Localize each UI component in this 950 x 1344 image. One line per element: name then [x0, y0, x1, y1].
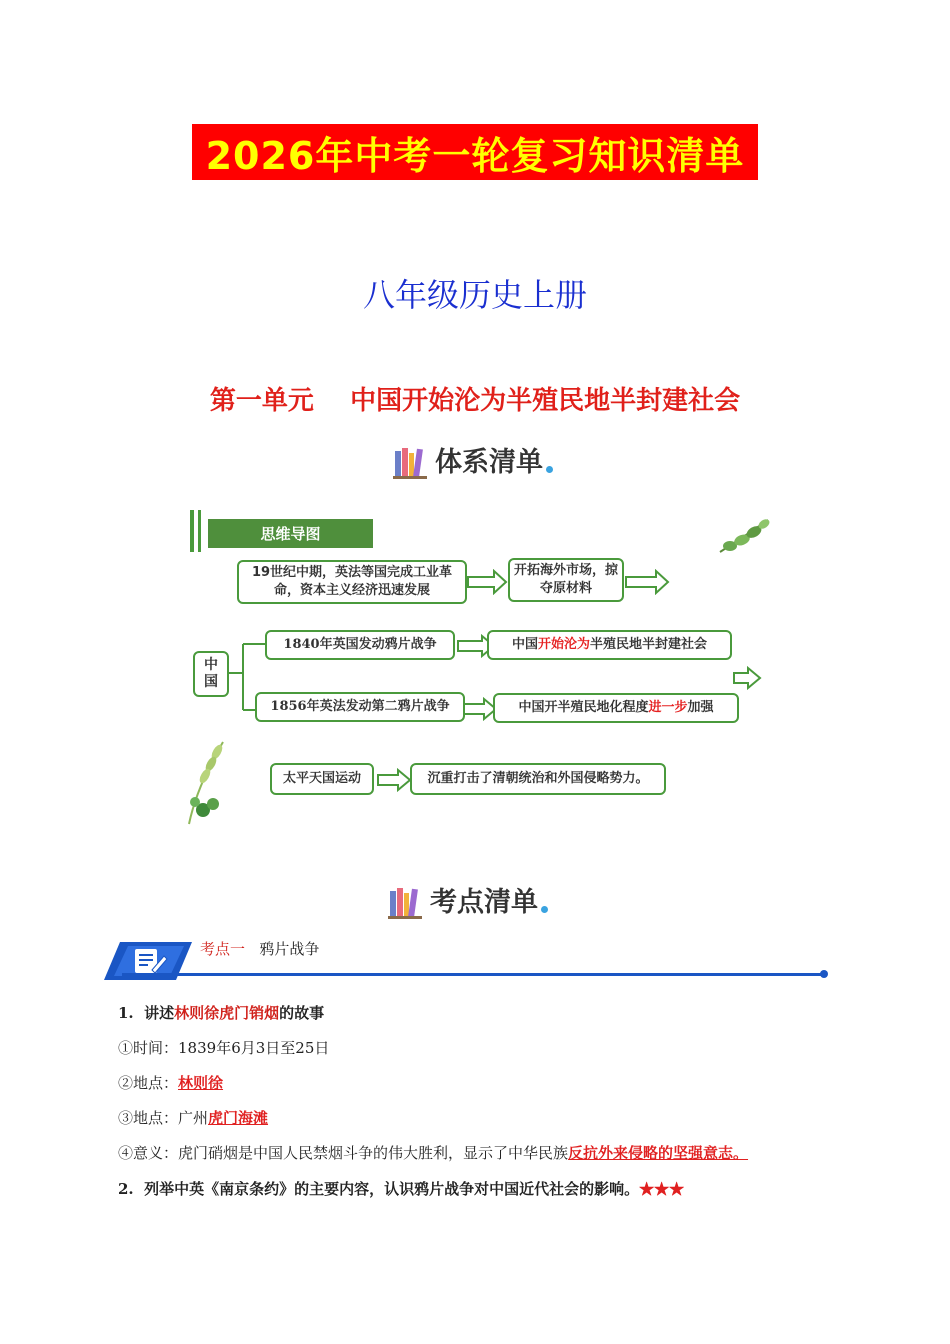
meaning-prefix: ④意义：虎门硝烟是中国人民禁烟斗争的伟大胜利，显示了中华民族 — [118, 1144, 569, 1162]
item-place — [118, 1107, 268, 1128]
q1-pre: 讲述 — [144, 1004, 175, 1022]
mindmap-heading: 思维导图 — [208, 519, 373, 548]
arrow-right-icon — [732, 666, 762, 690]
section-system-title: 体系清单 — [435, 447, 543, 478]
q1-post: 的故事 — [279, 1004, 325, 1022]
section-points-heading — [388, 880, 548, 919]
leaf-decoration-icon — [716, 516, 772, 556]
kaodian-label — [200, 938, 319, 959]
node-result-2 — [493, 693, 739, 723]
node-opium-war-1: 1840年英国发动鸦片战争 — [265, 630, 455, 660]
q1-keyword: 林则徐虎门销烟 — [174, 1004, 280, 1022]
time-value: 1839年6月3日至25日 — [178, 1039, 330, 1057]
node-overseas-market: 开拓海外市场，掠夺原材料 — [508, 558, 624, 602]
result1-post: 半殖民地半封建社会 — [590, 637, 708, 652]
item-meaning — [118, 1142, 748, 1163]
node-taiping-effect: 沉重打击了清朝统治和外国侵略势力。 — [410, 763, 666, 795]
wheat-decoration-icon — [183, 736, 231, 826]
place-value: 虎门海滩 — [208, 1109, 269, 1127]
books-icon — [388, 885, 424, 919]
main-title-banner — [192, 124, 758, 180]
divider-end-dot — [820, 970, 828, 978]
node-taiping: 太平天国运动 — [270, 763, 374, 795]
node-opium-war-2: 1856年英法发动第二鸦片战争 — [255, 692, 465, 722]
section-system-heading — [393, 440, 553, 479]
dot-icon — [541, 906, 548, 913]
result1-red: 开始沦为 — [537, 637, 590, 652]
mindmap-bar-thin — [198, 510, 201, 552]
q2-text: 列举中英《南京条约》的主要内容，认识鸦片战争对中国近代社会的影响。 — [144, 1180, 640, 1198]
person-prefix: ②地点： — [118, 1074, 179, 1092]
question-2 — [118, 1178, 684, 1199]
arrow-right-icon — [376, 768, 412, 792]
section-points-title: 考点清单 — [430, 887, 538, 918]
unit-title: 第一单元 中国开始沦为半殖民地半封建社会 — [209, 386, 741, 416]
place-prefix: ③地点：广州 — [118, 1109, 209, 1127]
time-prefix: ①时间： — [118, 1039, 179, 1057]
node-industrial-revolution: 19世纪中期，英法等国完成工业革命，资本主义经济迅速发展 — [237, 560, 467, 604]
item-person — [118, 1072, 223, 1093]
result2-red: 进一步 — [648, 700, 688, 715]
dot-icon — [546, 466, 553, 473]
item-time — [118, 1037, 329, 1058]
books-icon — [393, 445, 429, 479]
person-value: 林则徐 — [178, 1074, 224, 1092]
importance-stars: ★★★ — [639, 1180, 685, 1198]
result2-pre: 中国开半殖民地化程度 — [518, 700, 649, 715]
question-1 — [118, 1002, 324, 1023]
meaning-value: 反抗外来侵略的坚强意志。 — [568, 1144, 749, 1162]
kaodian-number: 考点一 — [200, 940, 246, 958]
node-china: 中国 — [193, 651, 229, 697]
edit-note-icon — [132, 946, 168, 976]
arrow-right-icon — [624, 569, 670, 595]
main-title: 2026年中考一轮复习知识清单 — [205, 133, 745, 178]
kaodian-name: 鸦片战争 — [259, 940, 320, 958]
arrow-right-icon — [466, 569, 508, 595]
q1-number: 1. — [118, 1004, 134, 1022]
subject-title: 八年级历史上册 — [362, 276, 587, 314]
result1-pre: 中国 — [511, 637, 538, 652]
q2-number: 2. — [118, 1180, 134, 1198]
node-result-1 — [487, 630, 732, 660]
result2-post: 加强 — [687, 700, 714, 715]
kaodian-divider — [122, 973, 824, 976]
mindmap-bar — [190, 510, 194, 552]
